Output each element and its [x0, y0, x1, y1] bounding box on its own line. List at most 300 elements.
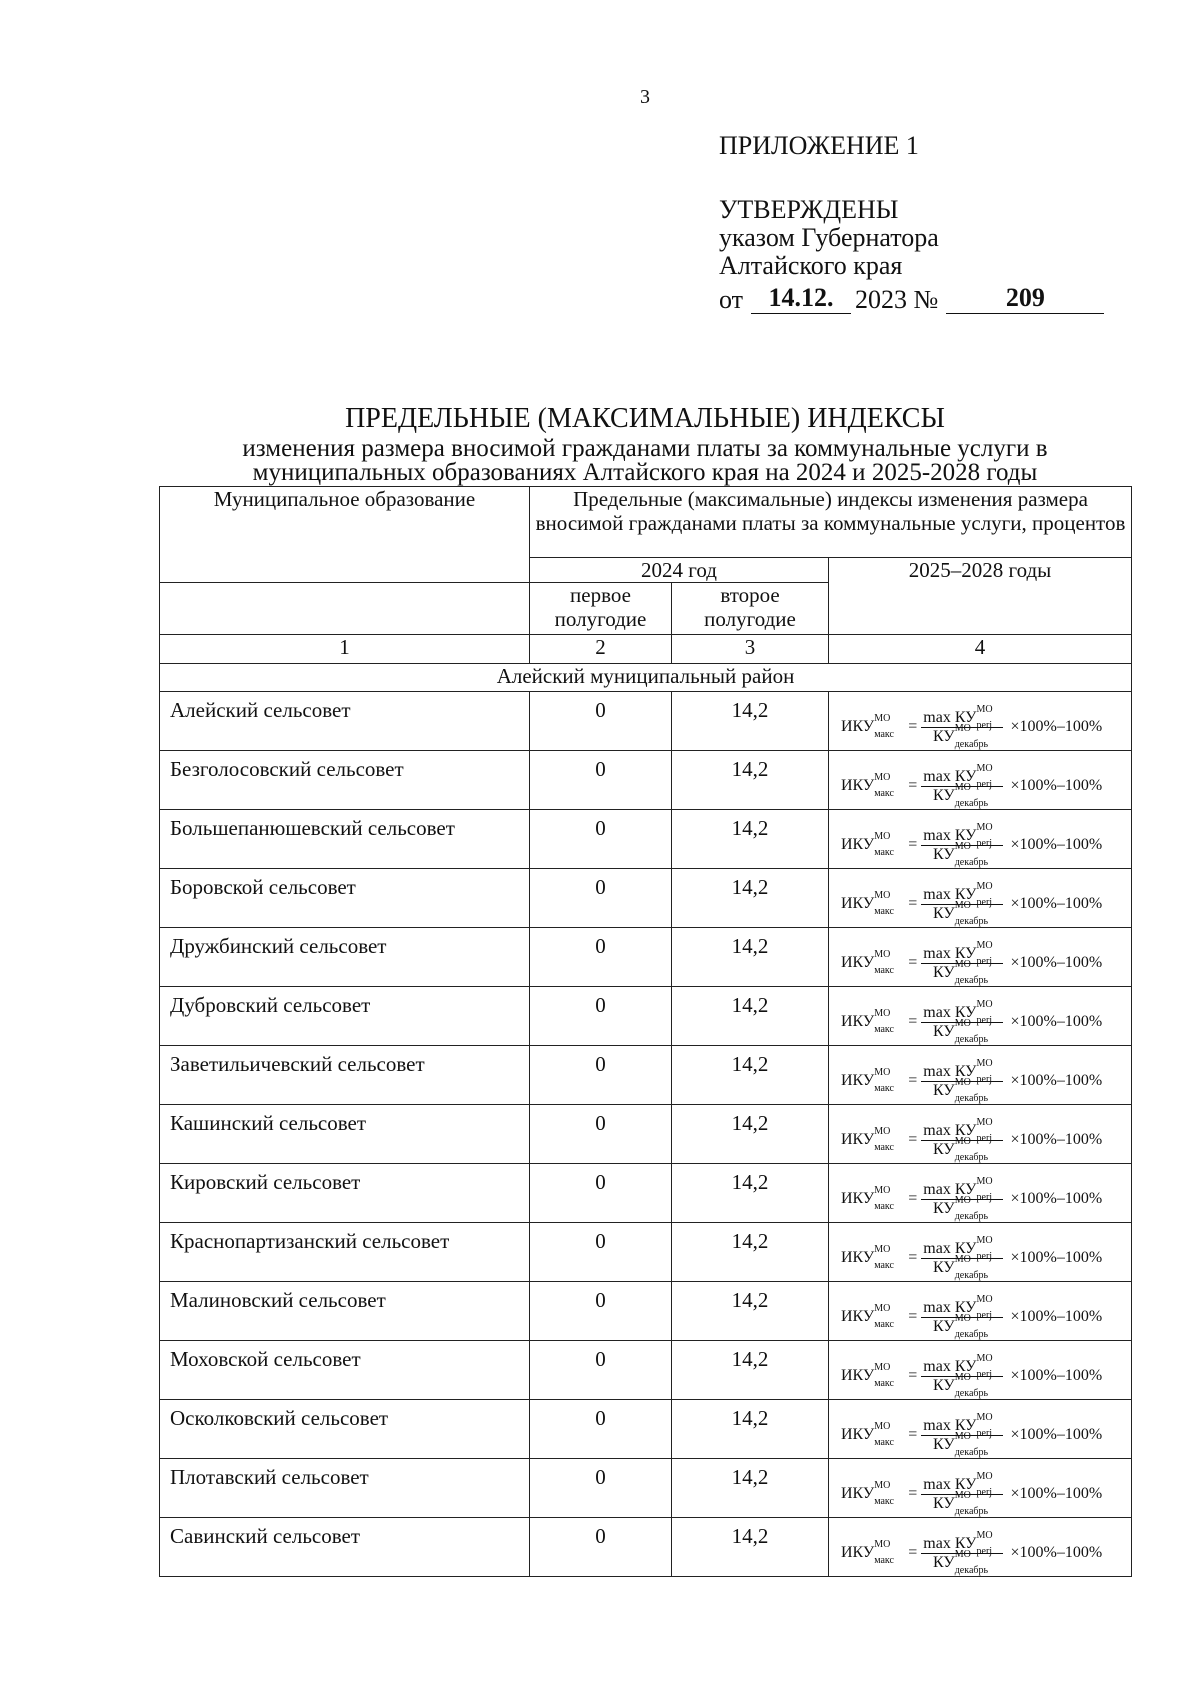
- formula-equals: =: [908, 836, 918, 853]
- formula-den-sup: МО: [954, 722, 971, 734]
- formula-den-symbol: КУ: [933, 845, 955, 863]
- formula-lhs-sub: макс: [874, 1496, 894, 1507]
- formula-num-sup: МО: [976, 1175, 993, 1187]
- column-number: 4: [829, 635, 1132, 664]
- formula-equals: =: [908, 1072, 918, 1089]
- formula-lhs-sup: МО: [874, 949, 891, 960]
- formula-num-sub: perj: [976, 955, 993, 967]
- formula-lhs: [841, 1421, 894, 1448]
- formula-den-symbol: КУ: [933, 904, 955, 922]
- formula-num-symbol: max КУ: [923, 1298, 977, 1316]
- formula-lhs-sup: МО: [874, 1126, 891, 1137]
- formula-num-symbol: max КУ: [923, 1416, 977, 1434]
- formula-num-symbol: max КУ: [923, 1357, 977, 1375]
- formula-fraction: [921, 1057, 1002, 1104]
- formula-num-sub: perj: [976, 896, 993, 908]
- formula-den-sub: декабрь: [954, 1151, 989, 1163]
- formula-den-sub: декабрь: [954, 1387, 989, 1399]
- municipality-name: Осколковский сельсовет: [160, 1400, 530, 1459]
- formula-lhs-sub: макс: [874, 1378, 894, 1389]
- approved-label: УТВЕРЖДЕНЫ: [719, 195, 899, 224]
- decree-date-line: [719, 280, 1104, 314]
- table-row: [160, 1459, 1132, 1518]
- formula-num-sub: perj: [976, 1427, 993, 1439]
- formula-lhs: [841, 772, 894, 799]
- formula-lhs-symbol: ИКУ: [841, 1426, 875, 1443]
- formula-den-sup: МО: [954, 1312, 971, 1324]
- document-title: ПРЕДЕЛЬНЫЕ (МАКСИМАЛЬНЫЕ) ИНДЕКСЫ: [345, 403, 945, 434]
- formula-num-symbol: max КУ: [923, 1180, 977, 1198]
- header-year-2024: 2024 год: [530, 558, 829, 583]
- document-subtitle-line1: изменения размера вносимой гражданами платы за коммунальные услуги в: [242, 435, 1048, 462]
- table-row: [160, 1164, 1132, 1223]
- formula-num-sup: МО: [976, 1352, 993, 1364]
- municipality-name: Краснопартизанский сельсовет: [160, 1223, 530, 1282]
- first-half-value: 0: [530, 928, 672, 987]
- formula-cell: [829, 869, 1132, 928]
- formula-fraction: [921, 880, 1002, 927]
- first-half-value: 0: [530, 1459, 672, 1518]
- formula-fraction: [921, 1470, 1002, 1517]
- second-half-value: 14,2: [672, 692, 829, 751]
- formula-cell: [829, 1400, 1132, 1459]
- table-row: [160, 1400, 1132, 1459]
- formula-den-symbol: КУ: [933, 1435, 955, 1453]
- appendix-label: ПРИЛОЖЕНИЕ 1: [719, 131, 919, 160]
- formula-lhs-symbol: ИКУ: [841, 1249, 875, 1266]
- formula-den-sup: МО: [954, 1430, 971, 1442]
- formula-cell: [829, 1459, 1132, 1518]
- formula-lhs-symbol: ИКУ: [841, 954, 875, 971]
- municipality-name: Плотавский сельсовет: [160, 1459, 530, 1518]
- formula-num-sub: perj: [976, 1250, 993, 1262]
- formula-lhs-symbol: ИКУ: [841, 777, 875, 794]
- formula-lhs-symbol: ИКУ: [841, 1544, 875, 1561]
- table-row: [160, 928, 1132, 987]
- formula-tail: ×100%–100%: [1010, 954, 1103, 971]
- index-formula: [841, 1464, 1103, 1517]
- formula-lhs-sup: МО: [874, 772, 891, 783]
- municipality-name: Кировский сельсовет: [160, 1164, 530, 1223]
- formula-num-symbol: max КУ: [923, 1003, 977, 1021]
- formula-num-sub: perj: [976, 1486, 993, 1498]
- formula-num-sup: МО: [976, 1293, 993, 1305]
- formula-den-symbol: КУ: [933, 1199, 955, 1217]
- formula-equals: =: [908, 1190, 918, 1207]
- table-row: [160, 987, 1132, 1046]
- index-formula: [841, 1405, 1103, 1458]
- first-half-value: 0: [530, 1046, 672, 1105]
- formula-den-symbol: КУ: [933, 1317, 955, 1335]
- formula-num-sub: perj: [976, 1191, 993, 1203]
- first-half-value: 0: [530, 1341, 672, 1400]
- formula-lhs: [841, 1303, 894, 1330]
- second-half-value: 14,2: [672, 1341, 829, 1400]
- table-row: [160, 1518, 1132, 1577]
- page-number: 3: [640, 86, 650, 108]
- second-half-value: 14,2: [672, 928, 829, 987]
- table-row: [160, 869, 1132, 928]
- formula-fraction: [921, 1411, 1002, 1458]
- header-second-half: второе полугодие: [672, 583, 829, 635]
- formula-num-sub: perj: [976, 1073, 993, 1085]
- column-number: 3: [672, 635, 829, 664]
- table-row: [160, 692, 1132, 751]
- formula-den-symbol: КУ: [933, 1494, 955, 1512]
- formula-den-sub: декабрь: [954, 856, 989, 868]
- municipality-name: Большепанюшевский сельсовет: [160, 810, 530, 869]
- municipality-name: Савинский сельсовет: [160, 1518, 530, 1577]
- index-formula: [841, 992, 1103, 1045]
- section-title: Алейский муниципальный район: [160, 664, 1132, 692]
- formula-num-sup: МО: [976, 1057, 993, 1069]
- formula-den-sub: декабрь: [954, 1564, 989, 1576]
- second-half-value: 14,2: [672, 1223, 829, 1282]
- formula-num-sub: perj: [976, 1014, 993, 1026]
- municipality-name: Заветильичевский сельсовет: [160, 1046, 530, 1105]
- first-half-value: 0: [530, 692, 672, 751]
- formula-den-sup: МО: [954, 1017, 971, 1029]
- formula-den-symbol: КУ: [933, 786, 955, 804]
- first-half-value: 0: [530, 1518, 672, 1577]
- formula-lhs: [841, 831, 894, 858]
- formula-den-sup: МО: [954, 899, 971, 911]
- formula-equals: =: [908, 1544, 918, 1561]
- formula-lhs: [841, 1067, 894, 1094]
- header-municipality: Муниципальное образование: [160, 487, 530, 583]
- index-formula: [841, 933, 1103, 986]
- formula-fraction: [921, 762, 1002, 809]
- formula-tail: ×100%–100%: [1010, 836, 1103, 853]
- formula-num-sup: МО: [976, 703, 993, 715]
- date-prefix: от: [719, 285, 744, 314]
- municipality-name: Алейский сельсовет: [160, 692, 530, 751]
- table-row: [160, 810, 1132, 869]
- formula-num-sup: МО: [976, 939, 993, 951]
- formula-den-sup: МО: [954, 1489, 971, 1501]
- formula-num-sup: МО: [976, 1234, 993, 1246]
- municipality-name: Боровской сельсовет: [160, 869, 530, 928]
- first-half-value: 0: [530, 1400, 672, 1459]
- formula-equals: =: [908, 1308, 918, 1325]
- formula-lhs-sup: МО: [874, 1067, 891, 1078]
- second-half-value: 14,2: [672, 1046, 829, 1105]
- decree-date: 14.12.: [751, 284, 851, 314]
- municipality-name: Кашинский сельсовет: [160, 1105, 530, 1164]
- first-half-value: 0: [530, 751, 672, 810]
- index-formula: [841, 1110, 1103, 1163]
- approved-by-line1: указом Губернатора: [719, 223, 939, 252]
- formula-fraction: [921, 998, 1002, 1045]
- formula-lhs-sup: МО: [874, 1362, 891, 1373]
- formula-den-sub: декабрь: [954, 1210, 989, 1222]
- first-half-value: 0: [530, 1282, 672, 1341]
- formula-cell: [829, 810, 1132, 869]
- second-half-value: 14,2: [672, 1400, 829, 1459]
- formula-num-sup: МО: [976, 998, 993, 1010]
- formula-cell: [829, 692, 1132, 751]
- column-number: 2: [530, 635, 672, 664]
- table-row: [160, 1341, 1132, 1400]
- formula-lhs-sup: МО: [874, 1185, 891, 1196]
- formula-tail: ×100%–100%: [1010, 1544, 1103, 1561]
- formula-den-sub: декабрь: [954, 1092, 989, 1104]
- table-row: [160, 751, 1132, 810]
- decree-year: 2023 №: [855, 285, 939, 314]
- header-indices-group: Предельные (максимальные) индексы изменения размера вносимой гражданами платы за коммунальные услуги, процентов: [530, 487, 1132, 558]
- formula-tail: ×100%–100%: [1010, 777, 1103, 794]
- second-half-value: 14,2: [672, 1518, 829, 1577]
- formula-lhs-sup: МО: [874, 1539, 891, 1550]
- formula-num-symbol: max КУ: [923, 1062, 977, 1080]
- formula-lhs: [841, 713, 894, 740]
- formula-cell: [829, 1282, 1132, 1341]
- formula-den-symbol: КУ: [933, 1081, 955, 1099]
- formula-num-sup: МО: [976, 1116, 993, 1128]
- formula-cell: [829, 1341, 1132, 1400]
- formula-lhs-symbol: ИКУ: [841, 718, 875, 735]
- section-row: [160, 664, 1132, 692]
- formula-num-symbol: max КУ: [923, 1534, 977, 1552]
- formula-den-sub: декабрь: [954, 1328, 989, 1340]
- first-half-value: 0: [530, 810, 672, 869]
- first-half-value: 0: [530, 869, 672, 928]
- formula-num-sup: МО: [976, 1470, 993, 1482]
- second-half-value: 14,2: [672, 810, 829, 869]
- municipality-name: Дружбинский сельсовет: [160, 928, 530, 987]
- formula-lhs: [841, 1480, 894, 1507]
- formula-fraction: [921, 1352, 1002, 1399]
- column-number-row: [160, 635, 1132, 664]
- formula-num-sub: perj: [976, 1309, 993, 1321]
- formula-num-sub: perj: [976, 1545, 993, 1557]
- formula-cell: [829, 1518, 1132, 1577]
- formula-den-sub: декабрь: [954, 915, 989, 927]
- formula-lhs-sub: макс: [874, 906, 894, 917]
- formula-lhs: [841, 1244, 894, 1271]
- formula-equals: =: [908, 954, 918, 971]
- formula-lhs-sub: макс: [874, 1201, 894, 1212]
- formula-lhs-sub: макс: [874, 965, 894, 976]
- formula-lhs-sup: МО: [874, 1008, 891, 1019]
- formula-den-symbol: КУ: [933, 1376, 955, 1394]
- formula-den-sub: декабрь: [954, 797, 989, 809]
- formula-den-sub: декабрь: [954, 1505, 989, 1517]
- formula-num-symbol: max КУ: [923, 885, 977, 903]
- indices-table: [159, 486, 1132, 1577]
- index-formula: [841, 1287, 1103, 1340]
- document-subtitle-line2: муниципальных образованиях Алтайского края на 2024 и 2025-2028 годы: [252, 459, 1038, 486]
- index-formula: [841, 1346, 1103, 1399]
- formula-lhs-sup: МО: [874, 1421, 891, 1432]
- formula-lhs-sup: МО: [874, 713, 891, 724]
- table-row: [160, 1046, 1132, 1105]
- formula-num-sup: МО: [976, 880, 993, 892]
- municipality-name: Моховской сельсовет: [160, 1341, 530, 1400]
- index-formula: [841, 874, 1103, 927]
- formula-lhs-symbol: ИКУ: [841, 895, 875, 912]
- formula-lhs-sub: макс: [874, 1024, 894, 1035]
- formula-lhs-symbol: ИКУ: [841, 1013, 875, 1030]
- formula-den-sup: МО: [954, 1253, 971, 1265]
- formula-num-sup: МО: [976, 762, 993, 774]
- index-formula: [841, 1228, 1103, 1281]
- formula-lhs-symbol: ИКУ: [841, 1485, 875, 1502]
- formula-cell: [829, 987, 1132, 1046]
- formula-den-sub: декабрь: [954, 1269, 989, 1281]
- first-half-value: 0: [530, 1105, 672, 1164]
- formula-den-sup: МО: [954, 840, 971, 852]
- formula-equals: =: [908, 1131, 918, 1148]
- formula-lhs-symbol: ИКУ: [841, 1131, 875, 1148]
- table-row: [160, 1223, 1132, 1282]
- formula-lhs-sub: макс: [874, 1260, 894, 1271]
- formula-tail: ×100%–100%: [1010, 1190, 1103, 1207]
- second-half-value: 14,2: [672, 869, 829, 928]
- formula-lhs: [841, 1126, 894, 1153]
- second-half-value: 14,2: [672, 1105, 829, 1164]
- formula-equals: =: [908, 1426, 918, 1443]
- formula-lhs: [841, 1362, 894, 1389]
- formula-cell: [829, 1223, 1132, 1282]
- formula-num-symbol: max КУ: [923, 708, 977, 726]
- header-first-half: первое полугодие: [530, 583, 672, 635]
- formula-equals: =: [908, 718, 918, 735]
- decree-number: 209: [946, 284, 1104, 314]
- formula-fraction: [921, 1234, 1002, 1281]
- formula-tail: ×100%–100%: [1010, 1367, 1103, 1384]
- formula-fraction: [921, 1293, 1002, 1340]
- header-empty-cell: [160, 583, 530, 635]
- formula-fraction: [921, 939, 1002, 986]
- formula-lhs-symbol: ИКУ: [841, 836, 875, 853]
- second-half-value: 14,2: [672, 1282, 829, 1341]
- formula-tail: ×100%–100%: [1010, 1072, 1103, 1089]
- formula-den-symbol: КУ: [933, 1553, 955, 1571]
- formula-fraction: [921, 1116, 1002, 1163]
- formula-num-sub: perj: [976, 719, 993, 731]
- formula-lhs-symbol: ИКУ: [841, 1367, 875, 1384]
- formula-tail: ×100%–100%: [1010, 895, 1103, 912]
- formula-equals: =: [908, 1485, 918, 1502]
- formula-tail: ×100%–100%: [1010, 1131, 1103, 1148]
- formula-cell: [829, 751, 1132, 810]
- formula-lhs-sup: МО: [874, 1244, 891, 1255]
- formula-lhs-sub: макс: [874, 847, 894, 858]
- formula-cell: [829, 928, 1132, 987]
- formula-den-sup: МО: [954, 1194, 971, 1206]
- formula-den-sup: МО: [954, 1135, 971, 1147]
- table-row: [160, 1282, 1132, 1341]
- formula-num-symbol: max КУ: [923, 1475, 977, 1493]
- formula-lhs-sup: МО: [874, 1303, 891, 1314]
- formula-tail: ×100%–100%: [1010, 1013, 1103, 1030]
- index-formula: [841, 1051, 1103, 1104]
- formula-lhs-sub: макс: [874, 729, 894, 740]
- header-years-2025-2028: 2025–2028 годы: [829, 558, 1132, 635]
- formula-lhs-symbol: ИКУ: [841, 1190, 875, 1207]
- formula-den-symbol: КУ: [933, 1258, 955, 1276]
- index-formula: [841, 815, 1103, 868]
- formula-lhs: [841, 1185, 894, 1212]
- formula-lhs-sub: макс: [874, 1142, 894, 1153]
- formula-lhs-sub: макс: [874, 1555, 894, 1566]
- second-half-value: 14,2: [672, 1459, 829, 1518]
- formula-lhs-sup: МО: [874, 890, 891, 901]
- formula-fraction: [921, 703, 1002, 750]
- approved-by-line2: Алтайского края: [719, 251, 903, 280]
- formula-den-symbol: КУ: [933, 1022, 955, 1040]
- municipality-name: Дубровский сельсовет: [160, 987, 530, 1046]
- formula-den-symbol: КУ: [933, 1140, 955, 1158]
- second-half-value: 14,2: [672, 987, 829, 1046]
- formula-den-sub: декабрь: [954, 1446, 989, 1458]
- second-half-value: 14,2: [672, 751, 829, 810]
- formula-den-sub: декабрь: [954, 738, 989, 750]
- formula-fraction: [921, 1175, 1002, 1222]
- formula-num-symbol: max КУ: [923, 826, 977, 844]
- formula-num-symbol: max КУ: [923, 1239, 977, 1257]
- formula-num-sup: МО: [976, 1411, 993, 1423]
- formula-cell: [829, 1105, 1132, 1164]
- formula-lhs: [841, 1008, 894, 1035]
- formula-cell: [829, 1164, 1132, 1223]
- formula-num-symbol: max КУ: [923, 944, 977, 962]
- formula-den-sub: декабрь: [954, 1033, 989, 1045]
- formula-lhs-sup: МО: [874, 1480, 891, 1491]
- formula-lhs: [841, 949, 894, 976]
- formula-lhs-sub: макс: [874, 1437, 894, 1448]
- formula-equals: =: [908, 895, 918, 912]
- formula-lhs-sub: макс: [874, 1083, 894, 1094]
- formula-lhs-sub: макс: [874, 788, 894, 799]
- first-half-value: 0: [530, 1164, 672, 1223]
- formula-lhs: [841, 1539, 894, 1566]
- formula-num-sup: МО: [976, 1529, 993, 1541]
- second-half-value: 14,2: [672, 1164, 829, 1223]
- formula-tail: ×100%–100%: [1010, 1485, 1103, 1502]
- formula-den-symbol: КУ: [933, 727, 955, 745]
- formula-equals: =: [908, 777, 918, 794]
- index-formula: [841, 697, 1103, 750]
- formula-num-sub: perj: [976, 1368, 993, 1380]
- formula-num-sub: perj: [976, 1132, 993, 1144]
- formula-fraction: [921, 821, 1002, 868]
- formula-den-sup: МО: [954, 1076, 971, 1088]
- formula-den-sup: МО: [954, 1548, 971, 1560]
- formula-equals: =: [908, 1249, 918, 1266]
- formula-tail: ×100%–100%: [1010, 1426, 1103, 1443]
- first-half-value: 0: [530, 1223, 672, 1282]
- column-number: 1: [160, 635, 530, 664]
- formula-num-sup: МО: [976, 821, 993, 833]
- formula-num-sub: perj: [976, 837, 993, 849]
- index-formula: [841, 756, 1103, 809]
- formula-num-sub: perj: [976, 778, 993, 790]
- formula-lhs: [841, 890, 894, 917]
- table-row: [160, 1105, 1132, 1164]
- formula-equals: =: [908, 1013, 918, 1030]
- index-formula: [841, 1523, 1103, 1576]
- formula-lhs-sup: МО: [874, 831, 891, 842]
- formula-lhs-symbol: ИКУ: [841, 1308, 875, 1325]
- municipality-name: Безголосовский сельсовет: [160, 751, 530, 810]
- formula-den-symbol: КУ: [933, 963, 955, 981]
- formula-tail: ×100%–100%: [1010, 1308, 1103, 1325]
- formula-tail: ×100%–100%: [1010, 718, 1103, 735]
- formula-den-sup: МО: [954, 958, 971, 970]
- formula-cell: [829, 1046, 1132, 1105]
